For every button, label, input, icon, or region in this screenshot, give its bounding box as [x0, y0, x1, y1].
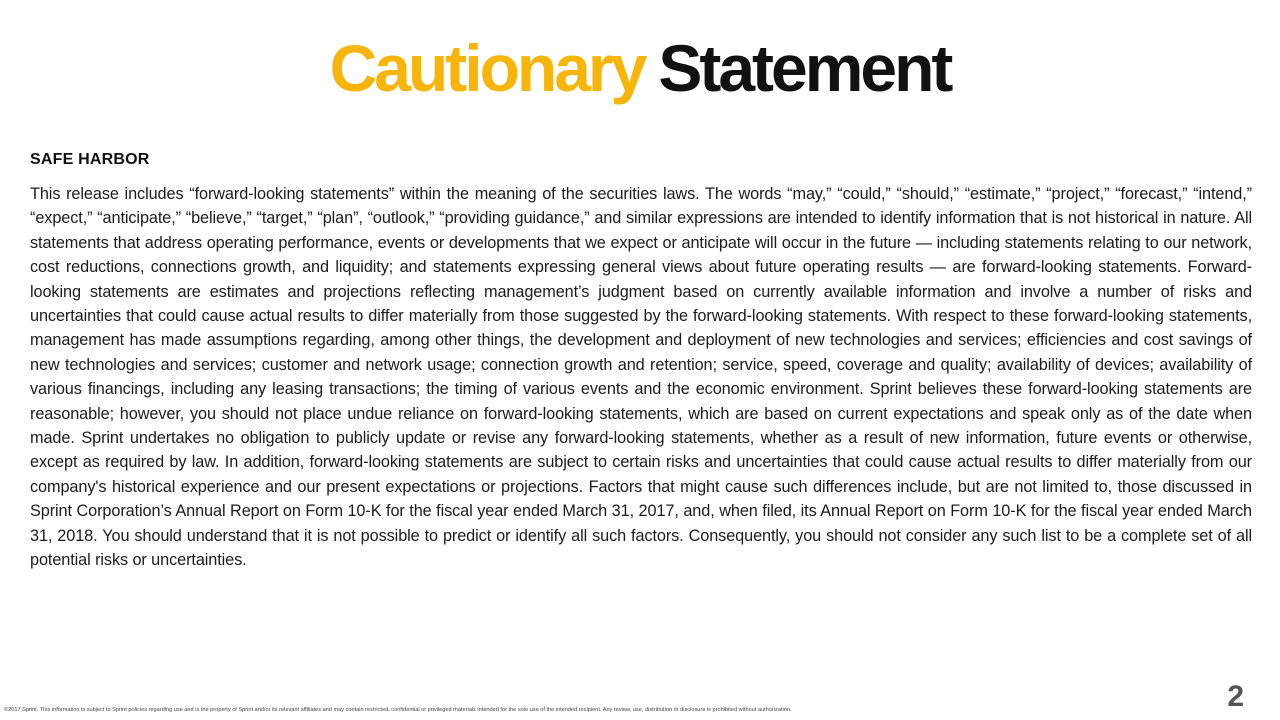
- copyright-footer: ©2017 Sprint. This information is subject to Sprint policies regarding use and is the property of Sprint and/or its relevant affiliates and may contain restricted, confidential or privileged materials intended for the sole use of the intended recipient. Any review, use, distribution or disclosure is prohibited without authorization.: [4, 707, 792, 713]
- safe-harbor-paragraph: This release includes “forward-looking statements” within the meaning of the securities laws. The words “may,” “could,” “should,” “estimate,” “project,” “forecast,” “intend,” “expect,” “anticipate,” “believe,” “target,” “plan”, “outlook,” “providing guidance,” and similar expressions are intended to identify information that is not historical in nature. All statements that address operating performance, events or developments that we expect or anticipate will occur in the future — including statements relating to our network, cost reductions, connections growth, and liquidity; and statements expressing general views about future operating results — are forward-looking statements. Forward-looking statements are estimates and projections reflecting management’s judgment based on currently available information and involve a number of risks and uncertainties that could cause actual results to differ materially from those suggested by the forward-looking statements. With respect to these forward-looking statements, management has made assumptions regarding, among other things, the development and deployment of new technologies and services; efficiencies and cost savings of new technologies and services; customer and network usage; connection growth and retention; service, speed, coverage and quality; availability of devices; availability of various financings, including any leasing transactions; the timing of various events and the economic environment. Sprint believes these forward-looking statements are reasonable; however, you should not place undue reliance on forward-looking statements, which are based on current expectations and speak only as of the date when made. Sprint undertakes no obligation to publicly update or revise any forward-looking statements, whether as a result of new information, future events or otherwise, except as required by law. In addition, forward-looking statements are subject to certain risks and uncertainties that could cause actual results to differ materially from our company's historical experience and our present expectations or projections. Factors that might cause such differences include, but are not limited to, those discussed in Sprint Corporation’s Annual Report on Form 10-K for the fiscal year ended March 31, 2017, and, when filed, its Annual Report on Form 10-K for the fiscal year ended March 31, 2018. You should understand that it is not possible to predict or identify all such factors. Consequently, you should not consider any such list to be a complete set of all potential risks or uncertainties.: [30, 185, 1252, 570]
- title-word-cautionary: Cautionary: [329, 31, 645, 105]
- title-word-statement: Statement: [658, 31, 951, 105]
- page-title: [0, 28, 1280, 108]
- section-heading: SAFE HARBOR: [30, 151, 150, 168]
- page-number: 2: [1227, 680, 1244, 713]
